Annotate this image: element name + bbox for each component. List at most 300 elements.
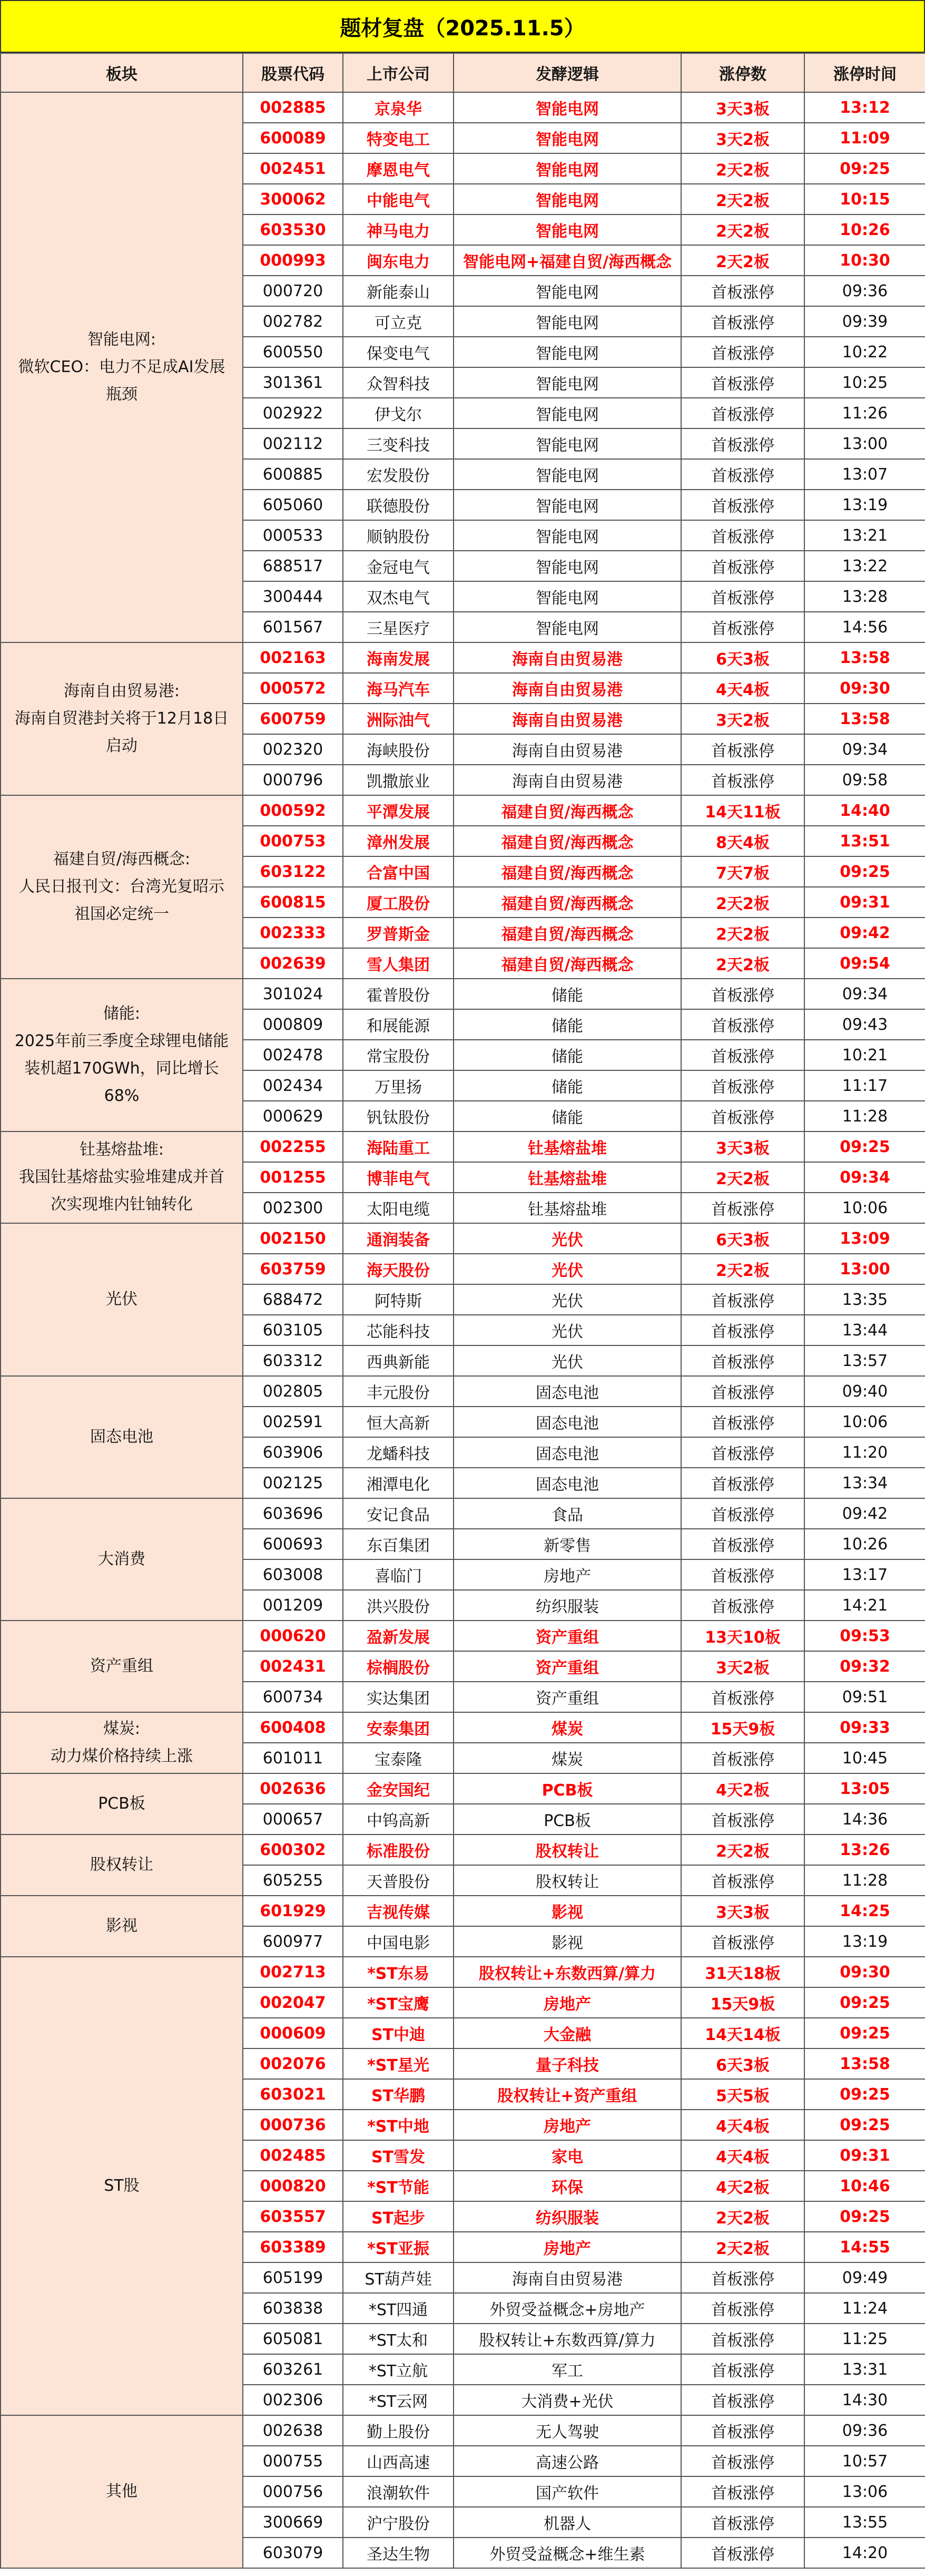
company-name-cell: 通润装备 (343, 1223, 454, 1254)
company-name-cell: 宏发股份 (343, 459, 454, 490)
company-name-cell: *ST太和 (343, 2324, 454, 2354)
limit-time-cell: 09:54 (804, 948, 925, 979)
company-name-cell: *ST立航 (343, 2354, 454, 2385)
company-name-cell: 安泰集团 (343, 1712, 454, 1743)
streak-cell: 首板涨停 (681, 2293, 804, 2324)
company-name-cell: 安记食品 (343, 1498, 454, 1529)
logic-cell: 福建自贸/海西概念 (454, 826, 681, 856)
streak-cell: 2天2板 (681, 214, 804, 245)
logic-cell: 大金融 (454, 2018, 681, 2048)
logic-cell: 海南自由贸易港 (454, 765, 681, 795)
streak-cell: 首板涨停 (681, 1498, 804, 1529)
company-name-cell: 海天股份 (343, 1254, 454, 1284)
logic-cell: 光伏 (454, 1345, 681, 1376)
limit-time-cell: 09:42 (804, 918, 925, 948)
company-name-cell: 喜临门 (343, 1559, 454, 1590)
limit-time-cell: 13:34 (804, 1468, 925, 1498)
limit-time-cell: 13:35 (804, 1284, 925, 1315)
sector-cell (1, 1957, 243, 2415)
streak-cell: 3天3板 (681, 1896, 804, 1926)
streak-cell: 首板涨停 (681, 2446, 804, 2476)
streak-cell: 首板涨停 (681, 520, 804, 551)
stock-code-cell: 688472 (243, 1284, 343, 1315)
company-name-cell: 棕榈股份 (343, 1651, 454, 1682)
stock-code-cell: 000993 (243, 245, 343, 276)
sector-line: 煤炭: (103, 1720, 141, 1738)
logic-cell: 固态电池 (454, 1376, 681, 1407)
limit-time-cell: 11:25 (804, 2324, 925, 2354)
sector-line: 次实现堆内钍铀转化 (51, 1195, 193, 1214)
limit-time-cell: 09:25 (804, 856, 925, 887)
streak-cell: 首板涨停 (681, 2507, 804, 2538)
sector-line: 动力煤价格持续上涨 (51, 1747, 193, 1765)
company-name-cell: 平潭发展 (343, 795, 454, 826)
table-row (1, 1621, 925, 1651)
company-name-cell: *ST节能 (343, 2171, 454, 2201)
streak-cell: 首板涨停 (681, 1865, 804, 1896)
limit-time-cell: 13:26 (804, 1835, 925, 1865)
streak-cell: 3天2板 (681, 123, 804, 153)
limit-time-cell: 09:25 (804, 2079, 925, 2110)
streak-cell: 首板涨停 (681, 1590, 804, 1621)
streak-cell: 6天3板 (681, 1223, 804, 1254)
company-name-cell: 吉视传媒 (343, 1896, 454, 1926)
limit-time-cell: 14:30 (804, 2385, 925, 2415)
stock-code-cell: 605060 (243, 490, 343, 520)
company-name-cell: 可立克 (343, 306, 454, 337)
limit-time-cell: 09:25 (804, 2110, 925, 2140)
company-name-cell: *ST亚振 (343, 2232, 454, 2262)
company-name-cell: 洲际油气 (343, 704, 454, 734)
limit-time-cell: 09:39 (804, 306, 925, 337)
company-name-cell: 顺钠股份 (343, 520, 454, 551)
sector-cell (1, 642, 243, 795)
stock-code-cell: 002150 (243, 1223, 343, 1254)
logic-cell: 股权转让+东数西算/算力 (454, 2324, 681, 2354)
logic-cell: 储能 (454, 1070, 681, 1101)
stock-code-cell: 603021 (243, 2079, 343, 2110)
company-name-cell: ST起步 (343, 2201, 454, 2232)
limit-time-cell: 14:20 (804, 2538, 925, 2568)
limit-time-cell: 10:30 (804, 245, 925, 276)
limit-time-cell: 09:25 (804, 1131, 925, 1162)
stock-code-cell: 603696 (243, 1498, 343, 1529)
limit-time-cell: 13:31 (804, 2354, 925, 2385)
stock-code-cell: 002451 (243, 153, 343, 184)
company-name-cell: 圣达生物 (343, 2538, 454, 2568)
company-name-cell: 霍普股份 (343, 979, 454, 1009)
streak-cell: 首板涨停 (681, 2415, 804, 2446)
stock-code-cell: 603079 (243, 2538, 343, 2568)
stock-code-cell: 002639 (243, 948, 343, 979)
table-row (1, 2415, 925, 2446)
stock-code-cell: 603122 (243, 856, 343, 887)
company-name-cell: 盈新发展 (343, 1621, 454, 1651)
sector-line: 启动 (106, 737, 137, 755)
logic-cell: 福建自贸/海西概念 (454, 887, 681, 918)
sector-line: ST股 (104, 2177, 140, 2195)
stock-code-cell: 000592 (243, 795, 343, 826)
limit-time-cell: 10:06 (804, 1407, 925, 1437)
streak-cell: 首板涨停 (681, 306, 804, 337)
stock-code-cell: 601929 (243, 1896, 343, 1926)
logic-cell: 机器人 (454, 2507, 681, 2538)
logic-cell: 智能电网 (454, 551, 681, 581)
company-name-cell: 保变电气 (343, 337, 454, 367)
company-name-cell: *ST中地 (343, 2110, 454, 2140)
streak-cell: 4天4板 (681, 2140, 804, 2171)
streak-cell: 2天2板 (681, 153, 804, 184)
streak-cell: 首板涨停 (681, 1009, 804, 1040)
logic-cell: 资产重组 (454, 1651, 681, 1682)
logic-cell: 股权转让 (454, 1835, 681, 1865)
limit-time-cell: 14:55 (804, 2232, 925, 2262)
stock-code-cell: 603008 (243, 1559, 343, 1590)
streak-cell: 首板涨停 (681, 551, 804, 581)
limit-time-cell: 10:25 (804, 367, 925, 398)
streak-cell: 3天3板 (681, 92, 804, 123)
logic-cell: 房地产 (454, 1987, 681, 2018)
streak-cell: 15天9板 (681, 1987, 804, 2018)
sector-line: 资产重组 (90, 1657, 153, 1675)
sector-cell (1, 1498, 243, 1621)
stock-code-cell: 688517 (243, 551, 343, 581)
sector-line: 智能电网: (87, 330, 156, 349)
stock-code-cell: 603906 (243, 1437, 343, 1468)
limit-time-cell: 13:07 (804, 459, 925, 490)
company-name-cell: 伊戈尔 (343, 398, 454, 428)
company-name-cell: 凯撒旅业 (343, 765, 454, 795)
limit-time-cell: 09:31 (804, 887, 925, 918)
stock-code-cell: 002320 (243, 734, 343, 765)
limit-time-cell: 09:34 (804, 734, 925, 765)
company-name-cell: 和展能源 (343, 1009, 454, 1040)
limit-time-cell: 13:12 (804, 92, 925, 123)
sector-line: 微软CEO：电力不足成AI发展 (18, 358, 225, 376)
sector-cell (1, 1896, 243, 1957)
stock-code-cell: 002076 (243, 2048, 343, 2079)
stock-code-cell: 002306 (243, 2385, 343, 2415)
logic-cell: 固态电池 (454, 1407, 681, 1437)
company-name-cell: 万里扬 (343, 1070, 454, 1101)
table-row (1, 795, 925, 826)
streak-cell: 首板涨停 (681, 1040, 804, 1070)
logic-cell: 智能电网 (454, 398, 681, 428)
limit-time-cell: 09:49 (804, 2262, 925, 2293)
logic-cell: 智能电网 (454, 428, 681, 459)
logic-cell: 外贸受益概念+维生素 (454, 2538, 681, 2568)
streak-cell: 首板涨停 (681, 398, 804, 428)
stock-code-cell: 000620 (243, 1621, 343, 1651)
logic-cell: 海南自由贸易港 (454, 673, 681, 704)
logic-cell: 纺织服装 (454, 1590, 681, 1621)
stock-code-cell: 002125 (243, 1468, 343, 1498)
streak-cell: 2天2板 (681, 245, 804, 276)
stock-code-cell: 000755 (243, 2446, 343, 2476)
company-name-cell: 实达集团 (343, 1682, 454, 1712)
company-name-cell: 阿特斯 (343, 1284, 454, 1315)
streak-cell: 3天2板 (681, 1651, 804, 1682)
logic-cell: 影视 (454, 1896, 681, 1926)
company-name-cell: 京泉华 (343, 92, 454, 123)
streak-cell: 4天2板 (681, 1773, 804, 1804)
streak-cell: 2天2板 (681, 887, 804, 918)
company-name-cell: 海南发展 (343, 642, 454, 673)
company-name-cell: 闽东电力 (343, 245, 454, 276)
stock-code-cell: 000609 (243, 2018, 343, 2048)
company-name-cell: 摩恩电气 (343, 153, 454, 184)
stock-code-cell: 600977 (243, 1926, 343, 1957)
logic-cell: 房地产 (454, 2110, 681, 2140)
sector-cell (1, 1376, 243, 1498)
company-name-cell: 丰元股份 (343, 1376, 454, 1407)
logic-cell: 影视 (454, 1926, 681, 1957)
logic-cell: 智能电网 (454, 92, 681, 123)
streak-cell: 首板涨停 (681, 734, 804, 765)
stock-code-cell: 002636 (243, 1773, 343, 1804)
header-sector: 板块 (1, 53, 243, 92)
streak-cell: 首板涨停 (681, 1468, 804, 1498)
stock-code-cell: 300444 (243, 581, 343, 612)
company-name-cell: ST中迪 (343, 2018, 454, 2048)
stock-code-cell: 002485 (243, 2140, 343, 2171)
sector-cell (1, 92, 243, 642)
streak-cell: 2天2板 (681, 2201, 804, 2232)
sector-line: 瓶颈 (106, 385, 137, 404)
stock-code-cell: 603261 (243, 2354, 343, 2385)
limit-time-cell: 09:58 (804, 765, 925, 795)
company-name-cell: 漳州发展 (343, 826, 454, 856)
header-row (1, 53, 925, 92)
limit-time-cell: 13:21 (804, 520, 925, 551)
limit-time-cell: 14:21 (804, 1590, 925, 1621)
streak-cell: 3天3板 (681, 1131, 804, 1162)
stock-code-cell: 603312 (243, 1345, 343, 1376)
stock-code-cell: 002638 (243, 2415, 343, 2446)
streak-cell: 2天2板 (681, 918, 804, 948)
logic-cell: 智能电网 (454, 337, 681, 367)
logic-cell: 军工 (454, 2354, 681, 2385)
limit-time-cell: 11:26 (804, 398, 925, 428)
logic-cell: 资产重组 (454, 1682, 681, 1712)
logic-cell: 福建自贸/海西概念 (454, 948, 681, 979)
table-row (1, 979, 925, 1009)
logic-cell: 股权转让+资产重组 (454, 2079, 681, 2110)
company-name-cell: 恒大高新 (343, 1407, 454, 1437)
sheet-title: 题材复盘（2025.11.5） (0, 0, 925, 53)
limit-time-cell: 09:25 (804, 1987, 925, 2018)
logic-cell: 量子科技 (454, 2048, 681, 2079)
stock-code-cell: 002434 (243, 1070, 343, 1101)
company-name-cell: 合富中国 (343, 856, 454, 887)
stock-code-cell: 603530 (243, 214, 343, 245)
limit-time-cell: 13:00 (804, 428, 925, 459)
streak-cell: 首板涨停 (681, 337, 804, 367)
limit-time-cell: 10:15 (804, 184, 925, 214)
stock-code-cell: 000533 (243, 520, 343, 551)
limit-time-cell: 09:25 (804, 2201, 925, 2232)
stock-code-cell: 002300 (243, 1193, 343, 1223)
stock-code-cell: 001255 (243, 1162, 343, 1193)
streak-cell: 2天2板 (681, 1162, 804, 1193)
stock-code-cell: 301361 (243, 367, 343, 398)
stock-code-cell: 605199 (243, 2262, 343, 2293)
limit-time-cell: 09:31 (804, 2140, 925, 2171)
limit-time-cell: 14:25 (804, 1896, 925, 1926)
company-name-cell: 海峡股份 (343, 734, 454, 765)
logic-cell: 智能电网 (454, 276, 681, 306)
company-name-cell: 西典新能 (343, 1345, 454, 1376)
stock-code-cell: 002782 (243, 306, 343, 337)
sector-line: 福建自贸/海西概念: (53, 850, 191, 869)
logic-cell: 钍基熔盐堆 (454, 1193, 681, 1223)
streak-cell: 5天5板 (681, 2079, 804, 2110)
company-name-cell: 常宝股份 (343, 1040, 454, 1070)
logic-cell: 固态电池 (454, 1437, 681, 1468)
logic-cell: 光伏 (454, 1284, 681, 1315)
streak-cell: 首板涨停 (681, 2385, 804, 2415)
stock-code-cell: 603557 (243, 2201, 343, 2232)
stock-code-cell: 002922 (243, 398, 343, 428)
company-name-cell: 洪兴股份 (343, 1590, 454, 1621)
logic-cell: 纺织服装 (454, 2201, 681, 2232)
logic-cell: 房地产 (454, 1559, 681, 1590)
limit-time-cell: 13:05 (804, 1773, 925, 1804)
streak-cell: 8天4板 (681, 826, 804, 856)
limit-time-cell: 13:58 (804, 2048, 925, 2079)
stock-code-cell: 605081 (243, 2324, 343, 2354)
company-name-cell: 标准股份 (343, 1835, 454, 1865)
logic-cell: 新零售 (454, 1529, 681, 1559)
streak-cell: 首板涨停 (681, 2354, 804, 2385)
stock-code-cell: 000572 (243, 673, 343, 704)
header-company: 上市公司 (343, 53, 454, 92)
logic-cell: 储能 (454, 979, 681, 1009)
streak-cell: 首板涨停 (681, 1529, 804, 1559)
company-name-cell: 三星医疗 (343, 612, 454, 642)
limit-time-cell: 11:28 (804, 1101, 925, 1131)
stock-code-cell: 600759 (243, 704, 343, 734)
streak-cell: 4天2板 (681, 2171, 804, 2201)
logic-cell: 房地产 (454, 2232, 681, 2262)
logic-cell: 智能电网 (454, 184, 681, 214)
limit-time-cell: 10:06 (804, 1193, 925, 1223)
stock-code-cell: 000820 (243, 2171, 343, 2201)
company-name-cell: 龙蟠科技 (343, 1437, 454, 1468)
streak-cell: 首板涨停 (681, 1070, 804, 1101)
stock-code-cell: 000753 (243, 826, 343, 856)
streak-cell: 首板涨停 (681, 459, 804, 490)
stock-code-cell: 002885 (243, 92, 343, 123)
company-name-cell: 神马电力 (343, 214, 454, 245)
streak-cell: 2天2板 (681, 1254, 804, 1284)
limit-time-cell: 10:45 (804, 1743, 925, 1773)
streak-cell: 首板涨停 (681, 2262, 804, 2293)
limit-time-cell: 10:57 (804, 2446, 925, 2476)
company-name-cell: *ST四通 (343, 2293, 454, 2324)
stock-code-cell: 600734 (243, 1682, 343, 1712)
logic-cell: 智能电网 (454, 306, 681, 337)
stock-code-cell: 600885 (243, 459, 343, 490)
streak-cell: 3天2板 (681, 704, 804, 734)
logic-cell: 家电 (454, 2140, 681, 2171)
streak-cell: 首板涨停 (681, 1804, 804, 1835)
streak-cell: 2天2板 (681, 184, 804, 214)
logic-cell: 福建自贸/海西概念 (454, 918, 681, 948)
table-row (1, 1498, 925, 1529)
streak-cell: 首板涨停 (681, 581, 804, 612)
stock-code-cell: 000756 (243, 2476, 343, 2507)
limit-time-cell: 13:58 (804, 704, 925, 734)
logic-cell: 海南自由贸易港 (454, 2262, 681, 2293)
sector-line: 股权转让 (90, 1856, 153, 1874)
streak-cell: 首板涨停 (681, 428, 804, 459)
streak-cell: 首板涨停 (681, 2538, 804, 2568)
company-name-cell: ST葫芦娃 (343, 2262, 454, 2293)
limit-time-cell: 09:25 (804, 2018, 925, 2048)
logic-cell: 智能电网 (454, 490, 681, 520)
limit-time-cell: 13:58 (804, 642, 925, 673)
limit-time-cell: 10:21 (804, 1040, 925, 1070)
header-streak: 涨停数 (681, 53, 804, 92)
streak-cell: 首板涨停 (681, 1284, 804, 1315)
logic-cell: 智能电网 (454, 123, 681, 153)
company-name-cell: 宝泰隆 (343, 1743, 454, 1773)
streak-cell: 6天3板 (681, 2048, 804, 2079)
limit-time-cell: 09:40 (804, 1376, 925, 1407)
logic-cell: 福建自贸/海西概念 (454, 856, 681, 887)
logic-cell: 钍基熔盐堆 (454, 1162, 681, 1193)
logic-cell: 智能电网 (454, 214, 681, 245)
company-name-cell: 天普股份 (343, 1865, 454, 1896)
stock-code-cell: 002805 (243, 1376, 343, 1407)
sector-line: PCB板 (98, 1794, 145, 1813)
stock-code-cell: 600089 (243, 123, 343, 153)
company-name-cell: *ST星光 (343, 2048, 454, 2079)
sector-line: 祖国必定统一 (74, 905, 169, 923)
logic-cell: 海南自由贸易港 (454, 704, 681, 734)
limit-time-cell: 13:17 (804, 1559, 925, 1590)
company-name-cell: ST雪发 (343, 2140, 454, 2171)
company-name-cell: 特变电工 (343, 123, 454, 153)
streak-cell: 首板涨停 (681, 367, 804, 398)
table-body (1, 92, 925, 2568)
limit-time-cell: 09:34 (804, 979, 925, 1009)
stock-code-cell: 301024 (243, 979, 343, 1009)
logic-cell: 储能 (454, 1101, 681, 1131)
company-name-cell: 海陆重工 (343, 1131, 454, 1162)
limit-time-cell: 11:24 (804, 2293, 925, 2324)
streak-cell: 4天4板 (681, 2110, 804, 2140)
limit-time-cell: 13:55 (804, 2507, 925, 2538)
limit-time-cell: 10:26 (804, 1529, 925, 1559)
limit-time-cell: 14:56 (804, 612, 925, 642)
company-name-cell: 太阳电缆 (343, 1193, 454, 1223)
company-name-cell: 博菲电气 (343, 1162, 454, 1193)
streak-cell: 首板涨停 (681, 765, 804, 795)
streak-cell: 首板涨停 (681, 2324, 804, 2354)
company-name-cell: 湘潭电化 (343, 1468, 454, 1498)
sector-cell (1, 979, 243, 1131)
streak-cell: 15天9板 (681, 1712, 804, 1743)
streak-cell: 首板涨停 (681, 612, 804, 642)
limit-time-cell: 09:43 (804, 1009, 925, 1040)
logic-cell: 智能电网 (454, 153, 681, 184)
company-name-cell: 金安国纪 (343, 1773, 454, 1804)
streak-cell: 31天18板 (681, 1957, 804, 1987)
limit-time-cell: 09:36 (804, 2415, 925, 2446)
stock-code-cell: 002431 (243, 1651, 343, 1682)
